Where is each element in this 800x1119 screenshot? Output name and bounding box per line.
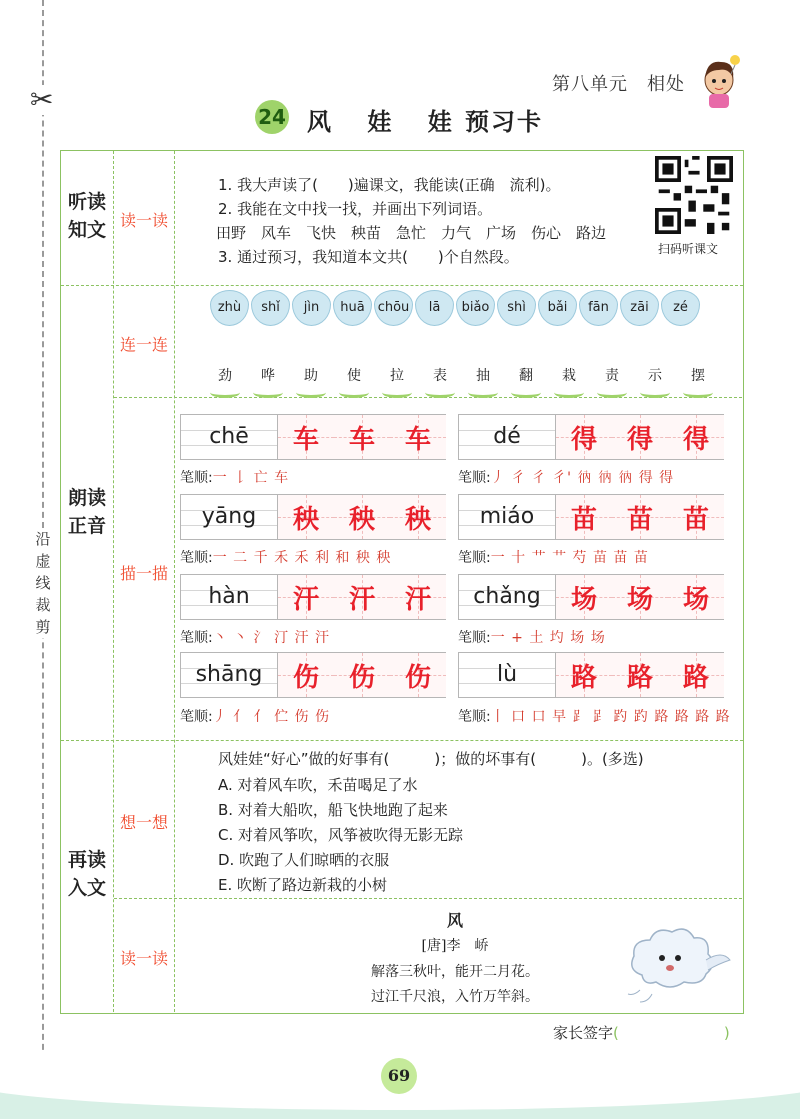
trace-char[interactable]: 路: [682, 663, 709, 693]
pinyin-drop[interactable]: lā: [415, 290, 454, 326]
trace-char[interactable]: 苗: [626, 505, 653, 535]
hanzi-sprout[interactable]: 栽: [562, 368, 576, 384]
option-c[interactable]: C. 对着风筝吹，风筝被吹得无影无踪: [218, 826, 464, 844]
leaf-icon: [339, 387, 369, 398]
hanzi-sprout[interactable]: 翻: [519, 368, 533, 384]
unit-label: 第八单元 相处: [552, 74, 685, 95]
leaf-icon: [296, 387, 326, 398]
cut-instruction: 沿虚线裁剪: [33, 528, 53, 638]
pinyin-drop[interactable]: bǎi: [538, 290, 577, 326]
tracing-row: [458, 574, 724, 620]
trace-char[interactable]: 得: [626, 425, 653, 455]
poem-title: 风: [446, 911, 463, 930]
leaf-icon: [210, 387, 240, 398]
hanzi-sprout[interactable]: 责: [605, 368, 619, 384]
stroke-order: 笔顺:一 + 土 圴 场 场: [458, 630, 606, 646]
hanzi-sprout[interactable]: 拉: [390, 368, 404, 384]
trace-char[interactable]: 苗: [570, 505, 597, 535]
activity-read: 读一读: [119, 211, 168, 230]
trace-char[interactable]: 车: [404, 425, 431, 455]
stroke-order: 笔顺:一 十 艹 艹 芍 苗 苗 苗: [458, 550, 649, 566]
option-b[interactable]: B. 对着大船吹，船飞快地跑了起来: [218, 801, 448, 819]
pinyin-drop[interactable]: fān: [579, 290, 618, 326]
tracing-row: [458, 652, 724, 698]
pinyin-label: chē: [209, 424, 249, 449]
trace-char[interactable]: 秧: [404, 505, 431, 535]
trace-char[interactable]: 秧: [348, 505, 375, 535]
column-divider: [174, 151, 175, 1012]
stroke-order: 笔顺:丶 丶 氵 汀 汗 汗: [180, 630, 330, 646]
trace-char[interactable]: 伤: [292, 663, 319, 693]
trace-char[interactable]: 伤: [348, 663, 375, 693]
row-divider: [114, 898, 742, 899]
trace-char[interactable]: 秧: [292, 505, 319, 535]
hanzi-sprout[interactable]: 使: [347, 368, 361, 384]
hanzi-sprouts: [205, 365, 715, 397]
tracing-row: [180, 574, 446, 620]
stroke-order: 笔顺:丿 彳 彳 彳' 𢓇 𢓇 𢓇 得 得: [458, 470, 675, 486]
poem-author: [唐]李 峤: [421, 938, 489, 954]
page-number: 69: [381, 1058, 417, 1094]
pinyin-drop[interactable]: zāi: [620, 290, 659, 326]
hanzi-sprout[interactable]: 劲: [218, 368, 232, 384]
leaf-icon: [468, 387, 498, 398]
vocabulary-words: 田野 风车 飞快 秧苗 急忙 力气 广场 伤心 路边: [216, 224, 607, 242]
leaf-icon: [253, 387, 283, 398]
trace-char[interactable]: 车: [292, 425, 319, 455]
row-divider: [61, 740, 743, 741]
lesson-title: 风 娃 娃: [307, 108, 466, 136]
tracing-row: [458, 414, 724, 460]
qr-label: 扫码听课文: [658, 242, 719, 256]
wind-cloud-icon: [622, 920, 732, 1010]
hanzi-sprout[interactable]: 示: [648, 368, 662, 384]
poem-line-1: 解落三秋叶，能开二月花。: [371, 964, 539, 980]
pinyin-drops: [210, 290, 710, 328]
leaf-icon: [382, 387, 412, 398]
stroke-order: 笔顺:丨 口 口 早 ⻊ 𧾷 趵 趵 路 路 路 路: [458, 709, 731, 725]
pinyin-drop[interactable]: shǐ: [251, 290, 290, 326]
tracing-row: [458, 494, 724, 540]
scissors-icon: ✂: [30, 83, 54, 116]
activity-trace: 描一描: [119, 564, 168, 583]
trace-char[interactable]: 路: [626, 663, 653, 693]
pinyin-drop[interactable]: chōu: [374, 290, 413, 326]
think-question: 风娃娃“好心”做的好事有( )；做的坏事有( )。(多选): [218, 750, 644, 768]
leaf-icon: [511, 387, 541, 398]
card-label: 预习卡: [465, 108, 543, 136]
tracing-row: [180, 414, 446, 460]
activity-think: 想一想: [119, 813, 168, 832]
pinyin-drop[interactable]: huā: [333, 290, 372, 326]
stroke-order: 笔顺:丿 亻 亻 伫 伤 伤: [180, 709, 330, 725]
trace-char[interactable]: 场: [626, 585, 653, 615]
trace-char[interactable]: 得: [682, 425, 709, 455]
trace-char[interactable]: 车: [348, 425, 375, 455]
pinyin-label: dé: [493, 424, 521, 449]
section-reread: 再读入文: [67, 849, 106, 899]
section-listen: 听读知文: [67, 191, 106, 241]
task-1: 1. 我大声读了( )遍课文，我能读(正确 流利)。: [218, 176, 561, 194]
pinyin-label: miáo: [479, 504, 535, 529]
pinyin-label: shāng: [195, 662, 263, 687]
hanzi-sprout[interactable]: 哗: [261, 368, 275, 384]
trace-char[interactable]: 场: [682, 585, 709, 615]
pinyin-drop[interactable]: shì: [497, 290, 536, 326]
trace-char[interactable]: 汗: [348, 585, 375, 615]
parent-signature[interactable]: 家长签字( ): [553, 1024, 730, 1042]
hanzi-sprout[interactable]: 助: [304, 368, 318, 384]
trace-char[interactable]: 汗: [404, 585, 431, 615]
poem-line-2: 过江千尺浪，入竹万竿斜。: [371, 989, 539, 1005]
option-a[interactable]: A. 对着风车吹，禾苗喝足了水: [218, 776, 418, 794]
option-e[interactable]: E. 吹断了路边新栽的小树: [218, 876, 388, 894]
lesson-number: 24: [255, 100, 289, 134]
pinyin-drop[interactable]: zhù: [210, 290, 249, 326]
row-divider: [61, 285, 743, 286]
trace-char[interactable]: 伤: [404, 663, 431, 693]
leaf-icon: [640, 387, 670, 398]
option-d[interactable]: D. 吹跑了人们晾晒的衣服: [218, 851, 390, 869]
pinyin-drop[interactable]: zé: [661, 290, 700, 326]
hanzi-sprout[interactable]: 摆: [691, 368, 705, 384]
trace-char[interactable]: 苗: [682, 505, 709, 535]
leaf-icon: [683, 387, 713, 398]
trace-char[interactable]: 汗: [292, 585, 319, 615]
leaf-icon: [425, 387, 455, 398]
task-3: 3. 通过预习，我知道本文共( )个自然段。: [218, 248, 519, 266]
tracing-row: [180, 494, 446, 540]
activity-read-poem: 读一读: [119, 949, 168, 968]
section-read-aloud: 朗读正音: [67, 487, 106, 537]
activity-connect: 连一连: [119, 335, 168, 354]
trace-char[interactable]: 得: [570, 425, 597, 455]
pinyin-label: yāng: [201, 504, 257, 529]
pinyin-drop[interactable]: biǎo: [456, 290, 495, 326]
pinyin-label: chǎng: [473, 584, 541, 609]
pinyin-label: lù: [496, 662, 518, 687]
stroke-order: 笔顺:一 二 千 禾 禾 利 和 秧 秧: [180, 550, 392, 566]
leaf-icon: [597, 387, 627, 398]
pinyin-drop[interactable]: jìn: [292, 290, 331, 326]
mascot-girl-icon: [695, 50, 745, 112]
task-2: 2. 我能在文中找一找，并画出下列词语。: [218, 200, 493, 218]
qr-code-icon[interactable]: [655, 156, 733, 234]
tracing-row: [180, 652, 446, 698]
pinyin-label: hàn: [208, 584, 250, 609]
trace-char[interactable]: 场: [570, 585, 597, 615]
hanzi-sprout[interactable]: 表: [433, 368, 447, 384]
hanzi-sprout[interactable]: 抽: [476, 368, 490, 384]
stroke-order: 笔顺:一 𠄌 亡 车: [180, 470, 290, 486]
trace-char[interactable]: 路: [570, 663, 597, 693]
leaf-icon: [554, 387, 584, 398]
